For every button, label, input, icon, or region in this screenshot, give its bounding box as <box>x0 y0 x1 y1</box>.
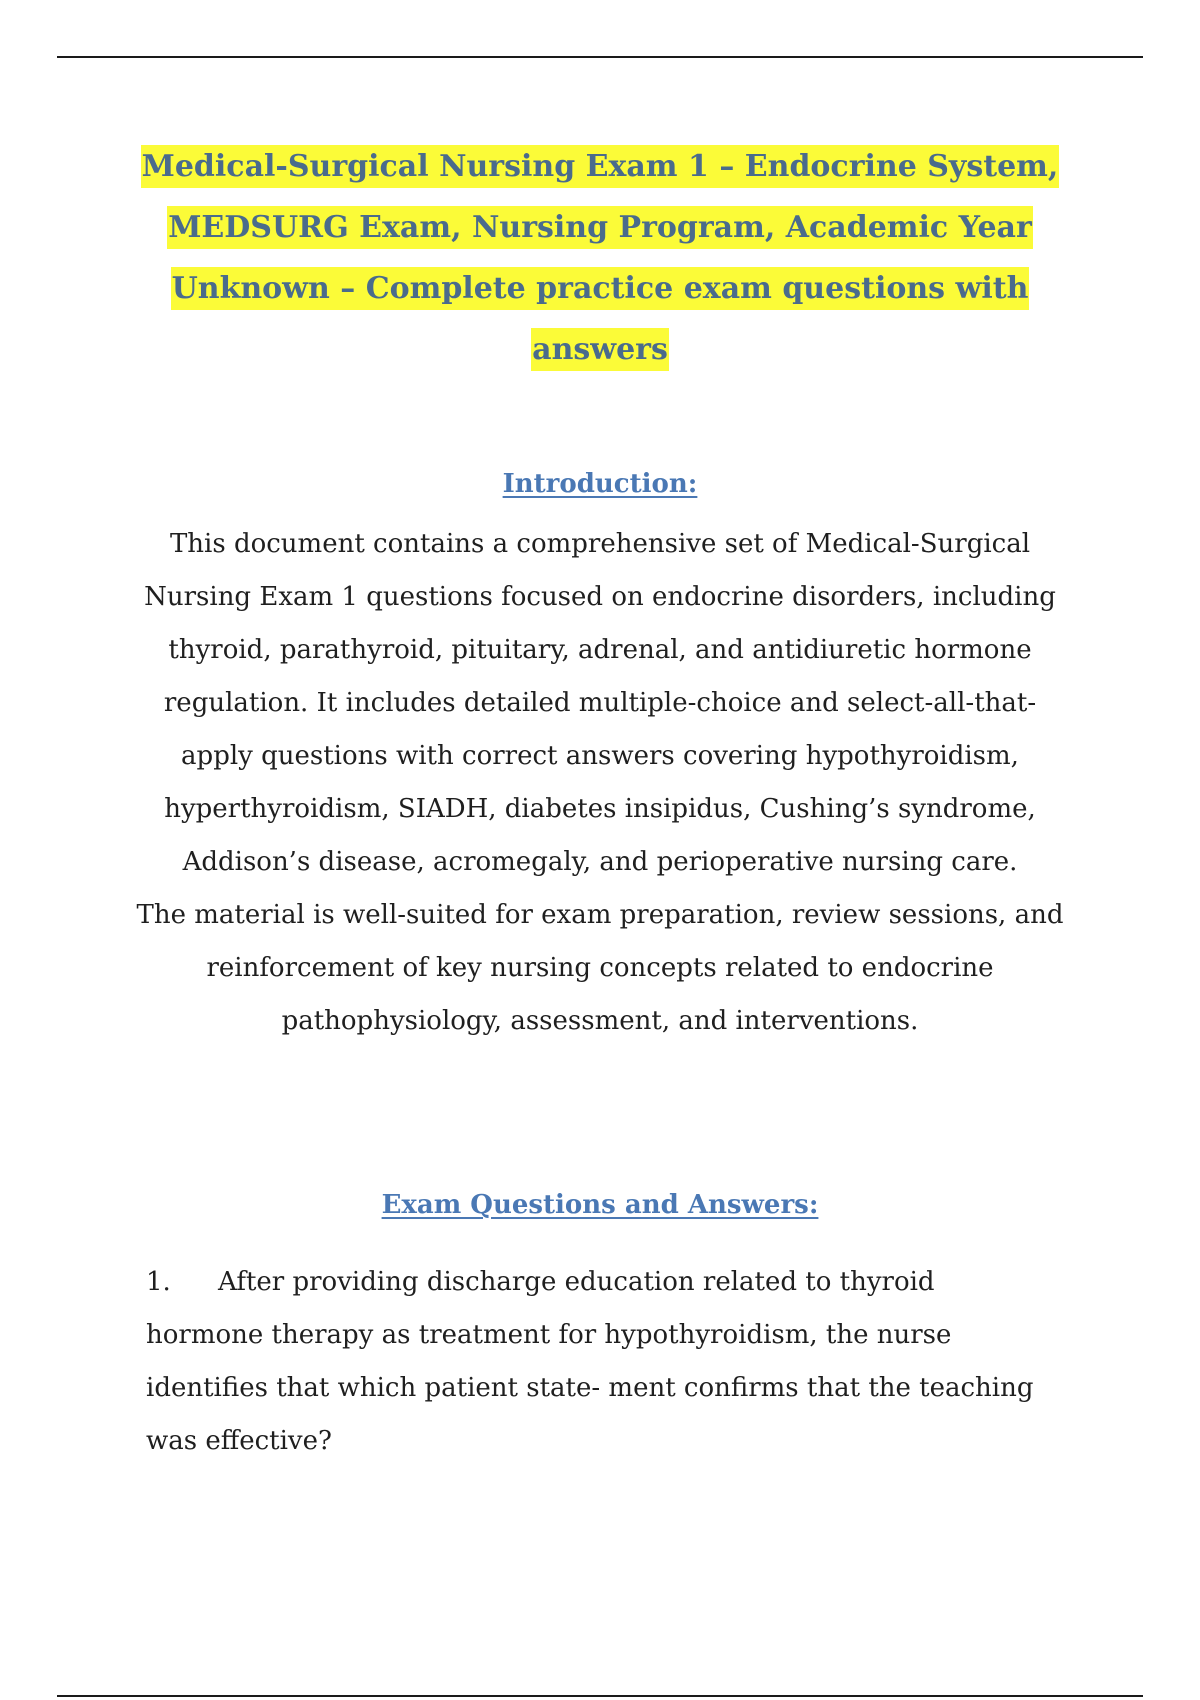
question-text: After providing discharge education related to thyroid hormone therapy as treatment for hypothyroidism, the nurse identifies that which patient state- ment confirms that the teaching was effective? <box>146 1267 1034 1456</box>
top-rule <box>57 56 1143 58</box>
question-item <box>146 1256 1056 1468</box>
introduction-heading: Introduction: <box>502 469 698 499</box>
introduction-paragraph-2: The material is well-suited for exam preparation, review sessions, and reinforcement of key nursing concepts related to endocrine pathophysiology, assessment, and interventions. <box>136 900 1064 1036</box>
exam-questions-heading: Exam Questions and Answers: <box>381 1190 819 1220</box>
bottom-rule <box>57 1695 1143 1697</box>
introduction-paragraph-1: This document contains a comprehensive set of Medical-Surgical Nursing Exam 1 questions focused on endocrine disorders, including thyroid, parathyroid, pituitary, adrenal, and antidiuretic hormone regulation. It includes detailed multiple-choice and select-all-that-apply questions with correct answers covering hypothyroidism, hyperthyroidism, SIADH, diabetes insipidus, Cushing’s syndrome, Addison’s disease, acromegaly, and perioperative nursing care. <box>144 529 1056 877</box>
introduction-body <box>130 518 1070 1048</box>
title-highlight: Medical-Surgical Nursing Exam 1 – Endocrine System, MEDSURG Exam, Nursing Program, Academic Year Unknown – Complete practice exam questions with answers <box>141 145 1060 371</box>
document-title <box>120 136 1080 380</box>
question-number: 1. <box>146 1267 171 1297</box>
